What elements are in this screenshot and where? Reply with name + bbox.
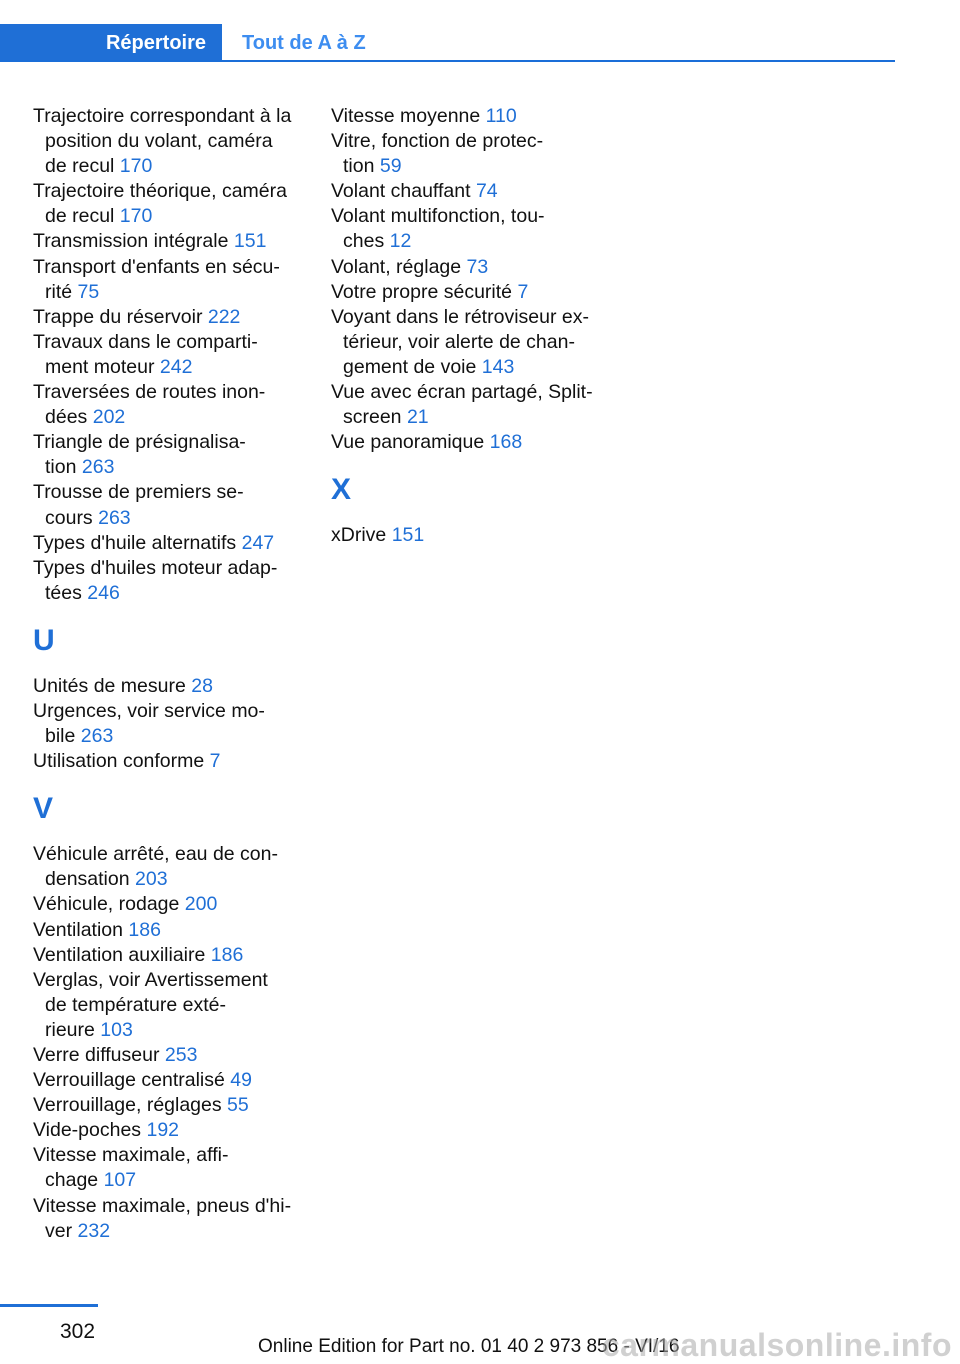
- index-entry: [33, 480, 303, 530]
- index-group-v-cont: [331, 104, 601, 455]
- index-entry-text: rieure: [45, 1018, 95, 1041]
- index-entry-text: de température exté-: [45, 993, 227, 1016]
- index-entry-text: ment moteur: [45, 355, 155, 378]
- index-entry-text: Véhicule, rodage: [33, 893, 180, 916]
- index-entry-text: chage: [45, 1169, 99, 1192]
- index-entry-text: Volant chauffant: [331, 180, 471, 203]
- index-letter-u: U: [33, 623, 55, 657]
- index-entry: [33, 229, 303, 254]
- index-entry: [33, 330, 303, 380]
- index-entry-text: Ventilation: [33, 918, 123, 941]
- index-entry-text: xDrive: [331, 524, 387, 547]
- page-link[interactable]: 107: [103, 1169, 137, 1192]
- index-entry-text: rité: [45, 280, 73, 303]
- index-entry-text: Vitesse maximale, pneus d'hi-: [33, 1194, 292, 1217]
- index-entry-text: Trousse de premiers se-: [33, 481, 244, 504]
- page-link[interactable]: 263: [80, 725, 114, 748]
- tab-repertoire[interactable]: Répertoire: [0, 24, 222, 62]
- index-entry-text: ver: [45, 1219, 73, 1242]
- index-entry: [331, 179, 601, 204]
- index-entry-text: Vide-poches: [33, 1119, 142, 1142]
- index-entry-text: Urgences, voir service mo-: [33, 699, 265, 722]
- page-link[interactable]: 143: [481, 355, 515, 378]
- page-link[interactable]: 75: [77, 280, 100, 303]
- index-entry-text: Vue panoramique: [331, 431, 485, 454]
- index-entry: [33, 674, 303, 699]
- index-entry-text: de recul: [45, 155, 115, 178]
- page-link[interactable]: 192: [146, 1119, 180, 1142]
- index-group-u: [33, 674, 303, 774]
- index-entry-text: screen: [343, 406, 402, 429]
- index-group-x: [331, 523, 601, 548]
- page-link[interactable]: 49: [230, 1069, 252, 1092]
- index-letter-v: V: [33, 792, 54, 826]
- index-entry-text: Transport d'enfants en sécu-: [33, 255, 280, 278]
- index-entry-text: Votre propre sécurité: [331, 280, 513, 303]
- index-entry-text: de recul: [45, 205, 115, 228]
- page-link[interactable]: 21: [406, 406, 429, 429]
- index-entry: [33, 531, 303, 556]
- tab-tout-de-a-a-z[interactable]: Tout de A à Z: [242, 31, 366, 54]
- index-entry: [331, 104, 601, 129]
- index-entry: [331, 380, 601, 430]
- index-entry: [33, 556, 303, 606]
- page-link[interactable]: 103: [100, 1018, 133, 1041]
- index-entry-text: Vitesse moyenne: [331, 105, 481, 127]
- page-link[interactable]: 170: [119, 205, 153, 228]
- page-link[interactable]: 7: [517, 280, 529, 303]
- index-entry: [33, 255, 303, 305]
- page-link[interactable]: 263: [98, 506, 131, 529]
- page-link[interactable]: 253: [164, 1044, 198, 1066]
- index-entry-text: tion: [45, 456, 77, 479]
- page-link[interactable]: 7: [209, 750, 221, 773]
- index-entry-text: bile: [45, 725, 76, 748]
- index-entry: [33, 1194, 303, 1244]
- index-entry-text: Voyant dans le rétroviseur ex-: [331, 305, 589, 328]
- index-entry: [33, 842, 303, 892]
- index-entry-text: Travaux dans le comparti-: [33, 330, 258, 353]
- index-entry-text: Ventilation auxiliaire: [33, 943, 206, 966]
- index-entry-text: Volant multifonction, tou-: [331, 205, 545, 228]
- page-link[interactable]: 186: [128, 918, 161, 941]
- index-group-t: [33, 104, 303, 606]
- index-entry-text: gement de voie: [343, 355, 477, 378]
- watermark: carmanualsonline.info: [601, 1327, 952, 1363]
- index-entry: [33, 104, 303, 179]
- page-link[interactable]: 110: [485, 105, 517, 127]
- index-entry-text: Types d'huile alternatifs: [33, 531, 237, 554]
- index-entry: [33, 749, 303, 774]
- page-link[interactable]: 151: [233, 230, 267, 253]
- index-entry-text: Véhicule arrêté, eau de con-: [33, 843, 278, 866]
- index-entry-text: Verre diffuseur: [33, 1044, 160, 1066]
- page-link[interactable]: 246: [87, 581, 120, 604]
- index-entry: [33, 1043, 303, 1068]
- page-link[interactable]: 186: [210, 943, 244, 966]
- index-entry-text: Verglas, voir Avertissement: [33, 968, 268, 991]
- page-link[interactable]: 73: [466, 255, 489, 278]
- page-link[interactable]: 151: [391, 524, 425, 547]
- index-entry-text: Volant, réglage: [331, 255, 462, 278]
- page-number: 302: [60, 1320, 96, 1343]
- index-entry-text: Types d'huiles moteur adap-: [33, 556, 278, 579]
- index-entry-text: Trappe du réservoir: [33, 305, 203, 328]
- page-link[interactable]: 12: [389, 230, 412, 253]
- index-entry-text: Vitesse maximale, affi-: [33, 1144, 229, 1167]
- index-column-right: [331, 104, 601, 548]
- index-entry-text: térieur, voir alerte de chan-: [343, 330, 575, 353]
- index-entry: [331, 204, 601, 254]
- index-entry: [33, 1143, 303, 1193]
- page-link[interactable]: 263: [81, 456, 115, 479]
- index-entry: [33, 699, 303, 749]
- page-link[interactable]: 170: [119, 155, 153, 178]
- index-entry: [33, 892, 303, 917]
- index-group-v: [33, 842, 303, 1244]
- index-entry: [331, 255, 601, 280]
- index-entry: [331, 305, 601, 380]
- index-entry: [33, 430, 303, 480]
- index-column-left: [33, 104, 303, 1244]
- index-entry-text: Transmission intégrale: [33, 230, 229, 253]
- index-entry-text: cours: [45, 506, 93, 529]
- index-entry: [33, 918, 303, 943]
- page-link[interactable]: 74: [475, 180, 498, 203]
- index-entry-text: tées: [45, 581, 82, 604]
- index-entry-text: Unités de mesure: [33, 674, 186, 697]
- index-entry-text: position du volant, caméra: [45, 130, 273, 153]
- index-entry: [331, 129, 601, 179]
- index-entry: [33, 305, 303, 330]
- header-rule: [0, 60, 895, 62]
- index-entry-text: Vue avec écran partagé, Split-: [331, 381, 593, 404]
- index-entry: [33, 943, 303, 968]
- index-entry-text: Traversées de routes inon-: [33, 381, 266, 404]
- index-entry: [331, 430, 601, 455]
- index-entry-text: Verrouillage, réglages: [33, 1094, 222, 1117]
- index-entry: [33, 1093, 303, 1118]
- index-entry: [331, 280, 601, 305]
- index-entry: [33, 968, 303, 1043]
- index-entry: [33, 380, 303, 430]
- page-link[interactable]: 200: [184, 893, 218, 916]
- index-entry: [33, 1118, 303, 1143]
- page-link[interactable]: 242: [159, 355, 193, 378]
- index-entry-text: Vitre, fonction de protec-: [331, 130, 544, 153]
- page-link[interactable]: 232: [77, 1219, 111, 1242]
- index-entry: [33, 179, 303, 229]
- footer-rule: [0, 1304, 98, 1307]
- page-link[interactable]: 247: [241, 531, 275, 554]
- index-letter-x: X: [331, 473, 352, 507]
- index-entry-text: dées: [45, 406, 88, 429]
- page-link[interactable]: 203: [135, 868, 168, 891]
- index-entry: [331, 523, 601, 548]
- index-entry-text: Trajectoire correspondant à la: [33, 105, 292, 127]
- index-entry-text: Triangle de présignalisa-: [33, 431, 246, 454]
- page-link[interactable]: 55: [227, 1094, 249, 1117]
- index-entry-text: Verrouillage centralisé: [33, 1069, 225, 1092]
- page-link[interactable]: 222: [207, 305, 241, 328]
- page-link[interactable]: 28: [191, 674, 213, 697]
- page-link[interactable]: 202: [92, 406, 126, 429]
- page-link[interactable]: 168: [489, 431, 523, 454]
- index-entry-text: densation: [45, 868, 130, 891]
- header-tabs: [0, 0, 895, 62]
- index-entry: [33, 1068, 303, 1093]
- index-entry-text: ches: [343, 230, 385, 253]
- index-entry-text: Utilisation conforme: [33, 750, 205, 773]
- index-entry-text: tion: [343, 155, 375, 178]
- index-entry-text: Trajectoire théorique, caméra: [33, 180, 287, 203]
- edition-text: Online Edition for Part no. 01 40 2 973 856 - VI/16: [258, 1336, 680, 1357]
- page-link[interactable]: 59: [379, 155, 402, 178]
